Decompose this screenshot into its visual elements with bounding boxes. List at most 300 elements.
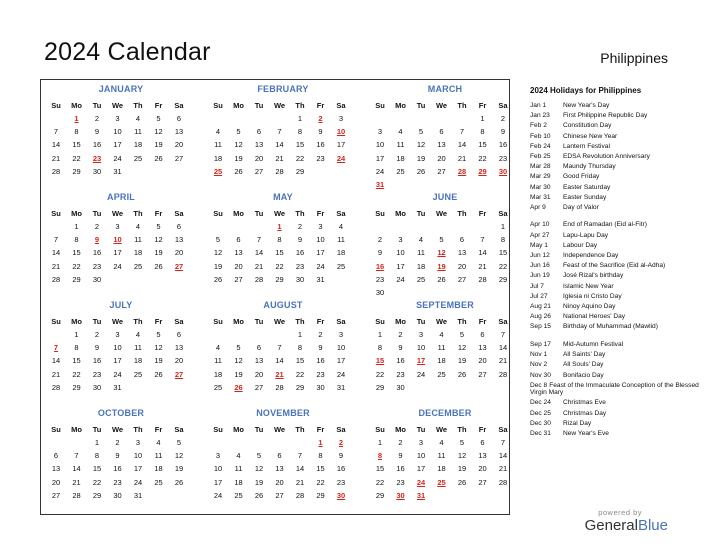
day-cell: 18 — [133, 356, 143, 366]
holiday-day-cell: 28 — [457, 166, 467, 176]
day-cell: 11 — [134, 127, 142, 137]
holiday-day-cell: 1 — [318, 438, 323, 447]
day-cell: 9 — [94, 343, 100, 353]
day-cell: 22 — [316, 477, 325, 487]
weekday-label: Mo — [71, 425, 82, 434]
day-cell: 15 — [275, 248, 284, 258]
month-name: MARCH — [427, 84, 463, 94]
holiday-row — [530, 112, 705, 120]
day-cell: 8 — [297, 127, 303, 137]
weekday-header — [203, 209, 363, 219]
day-cell: 31 — [133, 490, 143, 500]
holiday-name: Christmas Day — [563, 409, 607, 417]
day-cell: 10 — [375, 140, 385, 150]
weekday-label: Su — [213, 425, 223, 434]
day-cell: 29 — [295, 166, 305, 176]
holiday-day-cell: 27 — [174, 261, 184, 271]
weekday-label: Fr — [316, 317, 325, 326]
day-cell: 8 — [94, 451, 100, 461]
holiday-row — [530, 313, 705, 321]
holiday-date: Apr 9 — [530, 203, 546, 211]
day-cell: 2 — [115, 438, 120, 447]
day-cell: 5 — [459, 330, 465, 339]
day-cell: 16 — [295, 248, 305, 258]
day-cell: 22 — [72, 153, 81, 163]
holiday-date: Dec 31 — [530, 430, 551, 438]
weekday-label: Fr — [154, 317, 163, 326]
day-cell: 20 — [275, 477, 284, 487]
day-cell: 29 — [72, 166, 81, 176]
day-cell: 6 — [176, 114, 182, 123]
day-cell: 7 — [256, 235, 262, 245]
weekday-label: Fr — [316, 101, 325, 110]
day-cell: 12 — [254, 464, 264, 474]
weekday-label: Mo — [233, 209, 244, 218]
day-cell: 16 — [396, 356, 405, 366]
holiday-row — [530, 143, 705, 151]
day-cell: 18 — [213, 369, 223, 379]
holiday-row — [530, 283, 705, 291]
holiday-date: Mar 31 — [530, 193, 551, 201]
day-cell: 25 — [154, 477, 163, 487]
day-cell: 20 — [437, 153, 446, 163]
day-cell: 28 — [51, 166, 61, 176]
holiday-name: Good Friday — [563, 173, 600, 181]
day-cell: 6 — [53, 451, 59, 461]
weekday-label: Fr — [154, 101, 163, 110]
day-cell: 9 — [318, 127, 323, 137]
weekday-label: Fr — [478, 317, 487, 326]
holiday-row — [530, 242, 705, 250]
weekday-label: Sa — [336, 317, 346, 326]
holiday-day-cell: 2 — [318, 114, 323, 123]
weekday-label: Tu — [416, 101, 426, 110]
weekday-label: Tu — [92, 317, 102, 326]
weekday-label: Sa — [336, 425, 346, 434]
weekday-label: Mo — [395, 317, 406, 326]
day-cell: 13 — [254, 140, 264, 150]
day-cell: 14 — [51, 248, 61, 258]
holiday-name: EDSA Revolution Anniversary — [563, 152, 650, 160]
weekday-label: Th — [133, 425, 143, 434]
day-cell: 30 — [316, 382, 325, 392]
holiday-day-cell: 31 — [416, 490, 426, 500]
day-cell: 25 — [234, 490, 243, 500]
day-cell: 5 — [156, 330, 161, 339]
day-cell: 7 — [500, 438, 506, 447]
holiday-date: Apr 10 — [530, 221, 550, 229]
day-cell: 12 — [154, 127, 163, 137]
day-cell: 17 — [113, 356, 122, 366]
day-cell: 20 — [234, 261, 243, 271]
holiday-row — [530, 420, 705, 428]
day-cell: 19 — [213, 261, 223, 271]
day-cell: 2 — [398, 330, 403, 339]
weekday-header — [203, 101, 363, 111]
day-cell: 16 — [316, 140, 325, 150]
weekday-label: Sa — [174, 101, 184, 110]
day-cell: 26 — [154, 153, 163, 163]
day-cell: 9 — [115, 451, 120, 461]
day-cell: 28 — [51, 274, 61, 284]
month-name: NOVEMBER — [256, 408, 310, 418]
holiday-day-cell: 8 — [377, 451, 383, 461]
day-cell: 21 — [51, 369, 61, 379]
day-cell: 21 — [51, 153, 61, 163]
holiday-day-cell: 25 — [437, 477, 446, 487]
day-cell: 17 — [375, 153, 385, 163]
weekday-label: We — [111, 209, 124, 218]
holiday-row — [530, 410, 705, 418]
day-cell: 15 — [72, 356, 81, 366]
day-cell: 9 — [398, 343, 403, 353]
month-name: JULY — [109, 300, 133, 310]
day-cell: 6 — [256, 343, 262, 353]
holiday-date: Dec 24 — [530, 399, 551, 407]
day-cell: 18 — [213, 153, 223, 163]
day-cell: 4 — [215, 343, 221, 353]
day-cell: 18 — [133, 248, 143, 258]
weekday-label: Tu — [254, 425, 264, 434]
day-cell: 24 — [113, 261, 122, 271]
day-cell: 22 — [295, 369, 305, 379]
day-cell: 25 — [133, 153, 143, 163]
holiday-date: Mar 28 — [530, 163, 551, 171]
brand-name: GeneralBlue — [584, 517, 668, 534]
day-cell: 6 — [439, 127, 444, 137]
day-cell: 14 — [51, 140, 61, 150]
day-cell: 4 — [398, 127, 403, 137]
day-cell: 13 — [437, 140, 446, 150]
day-cell: 15 — [295, 356, 305, 366]
day-cell: 10 — [416, 451, 426, 461]
day-cell: 15 — [72, 248, 81, 258]
day-cell: 27 — [234, 274, 243, 284]
day-cell: 22 — [72, 261, 81, 271]
day-cell: 3 — [377, 127, 383, 137]
weekday-label: Mo — [233, 425, 244, 434]
day-cell: 7 — [297, 451, 303, 461]
brand-logo — [585, 508, 668, 534]
holiday-row — [530, 122, 705, 130]
day-cell: 28 — [51, 382, 61, 392]
day-cell: 20 — [254, 153, 264, 163]
day-cell: 31 — [336, 382, 346, 392]
day-cell: 2 — [94, 114, 100, 123]
day-cell: 27 — [254, 166, 264, 176]
weekday-header — [365, 425, 525, 435]
day-cell: 16 — [316, 356, 325, 366]
day-cell: 11 — [234, 464, 243, 474]
weekday-label: Su — [213, 317, 223, 326]
weekday-label: Mo — [71, 209, 82, 218]
holiday-row — [530, 372, 705, 380]
day-cell: 12 — [154, 235, 163, 245]
day-cell: 6 — [176, 330, 182, 339]
day-cell: 11 — [437, 451, 446, 461]
day-cell: 23 — [316, 153, 325, 163]
day-cell: 16 — [336, 464, 346, 474]
day-cell: 4 — [215, 127, 221, 137]
day-cell: 26 — [457, 477, 467, 487]
weekday-label: We — [435, 425, 448, 434]
day-cell: 1 — [74, 222, 79, 231]
holiday-name: Constitution Day — [563, 122, 612, 130]
day-cell: 24 — [336, 369, 346, 379]
day-cell: 22 — [72, 369, 81, 379]
day-cell: 30 — [113, 490, 122, 500]
day-cell: 28 — [254, 274, 264, 284]
day-cell: 15 — [478, 140, 487, 150]
holiday-day-cell: 2 — [338, 438, 344, 447]
day-cell: 17 — [336, 140, 346, 150]
holiday-date: Mar 30 — [530, 183, 551, 191]
holiday-row — [530, 430, 705, 438]
day-cell: 25 — [213, 382, 223, 392]
weekday-label: Sa — [336, 101, 346, 110]
weekday-label: Th — [133, 101, 143, 110]
day-cell: 2 — [318, 330, 323, 339]
holiday-row — [530, 272, 705, 280]
holiday-name: Christmas Eve — [563, 399, 606, 407]
weekday-label: Su — [375, 209, 385, 218]
day-cell: 3 — [135, 438, 141, 447]
weekday-label: Th — [295, 101, 305, 110]
day-cell: 4 — [135, 114, 141, 123]
day-cell: 14 — [457, 140, 467, 150]
month-february — [203, 80, 363, 188]
page-title: 2024 Calendar — [44, 38, 211, 66]
month-march — [365, 80, 525, 188]
day-cell: 9 — [338, 451, 344, 461]
day-cell: 17 — [133, 464, 143, 474]
weekday-header — [365, 101, 525, 111]
weekday-label: Tu — [92, 425, 102, 434]
day-cell: 3 — [115, 330, 120, 339]
weekday-label: Sa — [336, 209, 346, 218]
day-cell: 25 — [336, 261, 346, 271]
weekday-label: Su — [213, 209, 223, 218]
weekday-label: Fr — [154, 425, 163, 434]
day-cell: 15 — [498, 248, 508, 258]
month-july — [41, 296, 201, 404]
holiday-date: Sep 15 — [530, 323, 551, 331]
day-cell: 15 — [295, 140, 305, 150]
holiday-day-cell: 7 — [53, 343, 59, 353]
weekday-label: Fr — [478, 209, 487, 218]
day-cell: 13 — [275, 464, 284, 474]
day-cell: 1 — [74, 330, 79, 339]
day-cell: 23 — [375, 274, 385, 284]
day-cell: 1 — [500, 222, 506, 231]
weekday-label: Sa — [498, 317, 508, 326]
day-cell: 20 — [254, 369, 264, 379]
weekday-label: Mo — [71, 101, 82, 110]
holiday-name: Bonifacio Day — [563, 371, 604, 379]
day-cell: 12 — [174, 451, 184, 461]
day-cell: 14 — [498, 343, 508, 353]
day-cell: 26 — [174, 477, 184, 487]
day-cell: 20 — [174, 140, 184, 150]
day-cell: 1 — [377, 330, 383, 339]
holiday-name: Chinese New Year — [563, 132, 618, 140]
weekday-label: Su — [51, 425, 61, 434]
holiday-date: Jan 1 — [530, 102, 547, 109]
day-cell: 24 — [416, 369, 426, 379]
month-name: APRIL — [107, 192, 135, 202]
day-cell: 29 — [498, 274, 508, 284]
weekday-label: Tu — [254, 101, 264, 110]
holiday-name: Mid-Autumn Festival — [563, 340, 624, 348]
weekday-header — [41, 101, 201, 111]
holiday-row — [530, 262, 705, 270]
holiday-name: Independence Day — [563, 252, 619, 260]
day-cell: 27 — [275, 490, 284, 500]
weekday-label: Th — [457, 101, 467, 110]
day-cell: 6 — [277, 451, 282, 461]
day-cell: 19 — [234, 153, 243, 163]
day-cell: 4 — [135, 330, 141, 339]
holiday-row — [530, 102, 705, 110]
day-cell: 12 — [154, 343, 163, 353]
day-cell: 19 — [154, 248, 163, 258]
day-cell: 25 — [416, 274, 426, 284]
day-cell: 22 — [375, 477, 385, 487]
day-cell: 13 — [234, 248, 243, 258]
day-cell: 24 — [113, 153, 122, 163]
holiday-date: Jun 16 — [530, 262, 550, 270]
weekday-label: Sa — [174, 209, 184, 218]
holiday-name: Birthday of Muhammad (Mawlid) — [563, 323, 658, 331]
holiday-row — [530, 361, 705, 369]
day-cell: 6 — [176, 222, 182, 231]
weekday-header — [203, 425, 363, 435]
weekday-label: Th — [133, 209, 143, 218]
day-cell: 24 — [133, 477, 143, 487]
holiday-day-cell: 26 — [234, 382, 243, 392]
holiday-name: Lapu-Lapu Day — [563, 231, 609, 239]
day-cell: 18 — [416, 261, 426, 271]
day-cell: 1 — [377, 438, 383, 447]
day-cell: 2 — [500, 114, 506, 123]
day-cell: 5 — [176, 438, 182, 447]
weekday-label: Fr — [478, 101, 487, 110]
day-cell: 5 — [418, 127, 424, 137]
day-cell: 19 — [254, 477, 264, 487]
day-cell: 24 — [316, 261, 325, 271]
day-cell: 28 — [498, 477, 508, 487]
weekday-label: We — [111, 425, 124, 434]
day-cell: 11 — [396, 140, 405, 150]
day-cell: 19 — [457, 356, 467, 366]
day-cell: 7 — [74, 451, 79, 461]
day-cell: 16 — [92, 248, 102, 258]
day-cell: 6 — [459, 235, 465, 245]
holiday-row — [530, 232, 705, 240]
day-cell: 10 — [213, 464, 223, 474]
day-cell: 24 — [375, 166, 385, 176]
day-cell: 13 — [457, 248, 467, 258]
day-cell: 3 — [418, 438, 424, 447]
day-cell: 20 — [174, 356, 184, 366]
month-name: OCTOBER — [97, 408, 145, 418]
day-cell: 12 — [457, 451, 467, 461]
holiday-row — [530, 293, 705, 301]
day-cell: 9 — [398, 451, 403, 461]
holiday-row — [530, 184, 705, 192]
day-cell: 24 — [213, 490, 223, 500]
day-cell: 19 — [154, 356, 163, 366]
day-cell: 2 — [377, 235, 383, 245]
holiday-date: Nov 1 — [530, 351, 548, 359]
day-cell: 13 — [174, 343, 184, 353]
day-cell: 17 — [113, 248, 122, 258]
day-cell: 4 — [135, 222, 141, 231]
day-cell: 17 — [316, 248, 325, 258]
day-cell: 21 — [275, 153, 284, 163]
weekday-label: Th — [457, 425, 467, 434]
holiday-date: Mar 29 — [530, 173, 551, 181]
day-cell: 2 — [297, 222, 303, 231]
day-cell: 22 — [375, 369, 385, 379]
day-cell: 14 — [498, 451, 508, 461]
day-cell: 26 — [234, 166, 243, 176]
month-december — [365, 404, 525, 512]
day-cell: 29 — [92, 490, 102, 500]
holiday-name: Day of Valor — [563, 203, 599, 211]
weekday-label: Su — [375, 425, 385, 434]
day-cell: 26 — [437, 274, 446, 284]
day-cell: 25 — [437, 369, 446, 379]
day-cell: 16 — [113, 464, 122, 474]
holiday-row — [530, 221, 705, 229]
holiday-date: May 1 — [530, 241, 548, 249]
day-cell: 21 — [72, 477, 81, 487]
day-cell: 20 — [478, 356, 487, 366]
day-cell: 8 — [500, 235, 506, 245]
weekday-label: Su — [213, 101, 223, 110]
day-cell: 25 — [396, 166, 405, 176]
weekday-label: Th — [295, 425, 305, 434]
holiday-day-cell: 31 — [375, 180, 385, 189]
holiday-row — [530, 153, 705, 161]
day-cell: 7 — [500, 330, 506, 339]
holiday-day-cell: 15 — [375, 356, 385, 366]
weekday-label: We — [435, 209, 448, 218]
weekday-label: Fr — [316, 209, 325, 218]
day-cell: 29 — [72, 274, 81, 284]
month-june — [365, 188, 525, 296]
day-cell: 14 — [275, 140, 284, 150]
day-cell: 5 — [236, 127, 241, 137]
day-cell: 26 — [154, 369, 163, 379]
day-cell: 15 — [375, 464, 385, 474]
day-cell: 23 — [396, 369, 405, 379]
day-cell: 23 — [113, 477, 122, 487]
day-cell: 21 — [457, 153, 467, 163]
day-cell: 21 — [478, 261, 487, 271]
day-cell: 9 — [377, 248, 383, 258]
day-cell: 27 — [437, 166, 446, 176]
day-cell: 1 — [297, 330, 303, 339]
weekday-label: Th — [295, 209, 305, 218]
holiday-date: Jul 27 — [530, 292, 548, 300]
day-cell: 27 — [174, 153, 184, 163]
day-cell: 20 — [51, 477, 61, 487]
day-cell: 28 — [275, 382, 284, 392]
weekday-label: Mo — [395, 101, 406, 110]
day-cell: 13 — [51, 464, 61, 474]
